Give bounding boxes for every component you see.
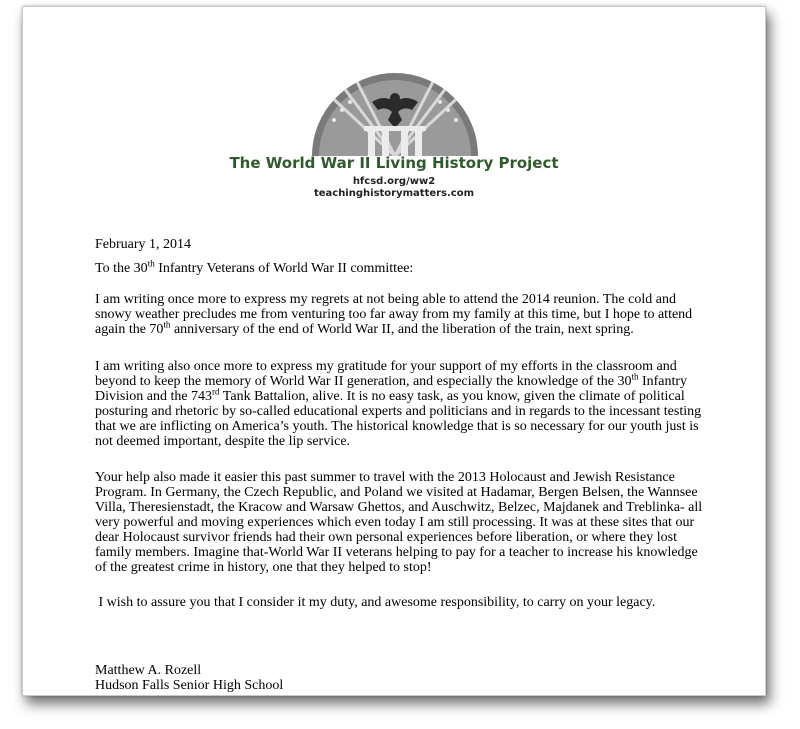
eagle-emblem-icon	[312, 62, 478, 156]
organization-url: hfcsd.org/ww2	[352, 176, 436, 187]
signature-name: Matthew A. Rozell	[95, 663, 202, 678]
letter-paragraph: Your help also made it easier this past summer to travel with the 2013 Holocaust and Jewish Resistance Program. In Germany, the Czech Republic, and Poland we visited at Hadamar, Bergen Belsen, the Wannsee Villa, Theresienstadt, the Kracow and Warsaw Ghettos, and Auschwitz, Belzec, Majdanek and Treblinka- all very powerful and moving experiences which even today I am still processing. It was at these sites that our dear Holocaust survivor friends had their own personal experiences before liberation, or where they lost family members. Imagine that-World War II veterans helping to pay for a teacher to increase his knowledge of the greatest crime in history, one that they helped to stop!	[95, 470, 703, 575]
letter-paragraph: I wish to assure you that I consider it my duty, and awesome responsibility, to carry on your legacy.	[95, 595, 656, 610]
organization-title: The World War II Living History Project	[229, 154, 559, 172]
letter-salutation: To the 30th Infantry Veterans of World War II committee:	[95, 258, 414, 276]
signature-organization: Hudson Falls Senior High School	[95, 678, 284, 693]
letter-paragraph: I am writing also once more to express my gratitude for your support of my efforts in the classroom and beyond to keep the memory of World War II generation, and especially the knowledge of the 30th Infantry Division and the 743rd Tank Battalion, alive. It is no easy task, as you know, given the climate of political posturing and rhetoric by so-called educational experts and politicians and in regards to the incessant testing that we are inflicting on America’s youth. The historical knowledge that is so necessary for our youth just is not deemed important, despite the lip service.	[95, 359, 702, 449]
letter-paragraph: I am writing once more to express my regrets at not being able to attend the 2014 reunion. The cold and snowy weather precludes me from venturing too far away from my family at this time, but I hope to attend again the 70th anniversary of the end of World War II, and the liberation of the train, next spring.	[95, 292, 693, 337]
letter-page	[22, 6, 766, 696]
organization-url: teachinghistorymatters.com	[313, 188, 475, 199]
letter-date: February 1, 2014	[95, 237, 192, 252]
